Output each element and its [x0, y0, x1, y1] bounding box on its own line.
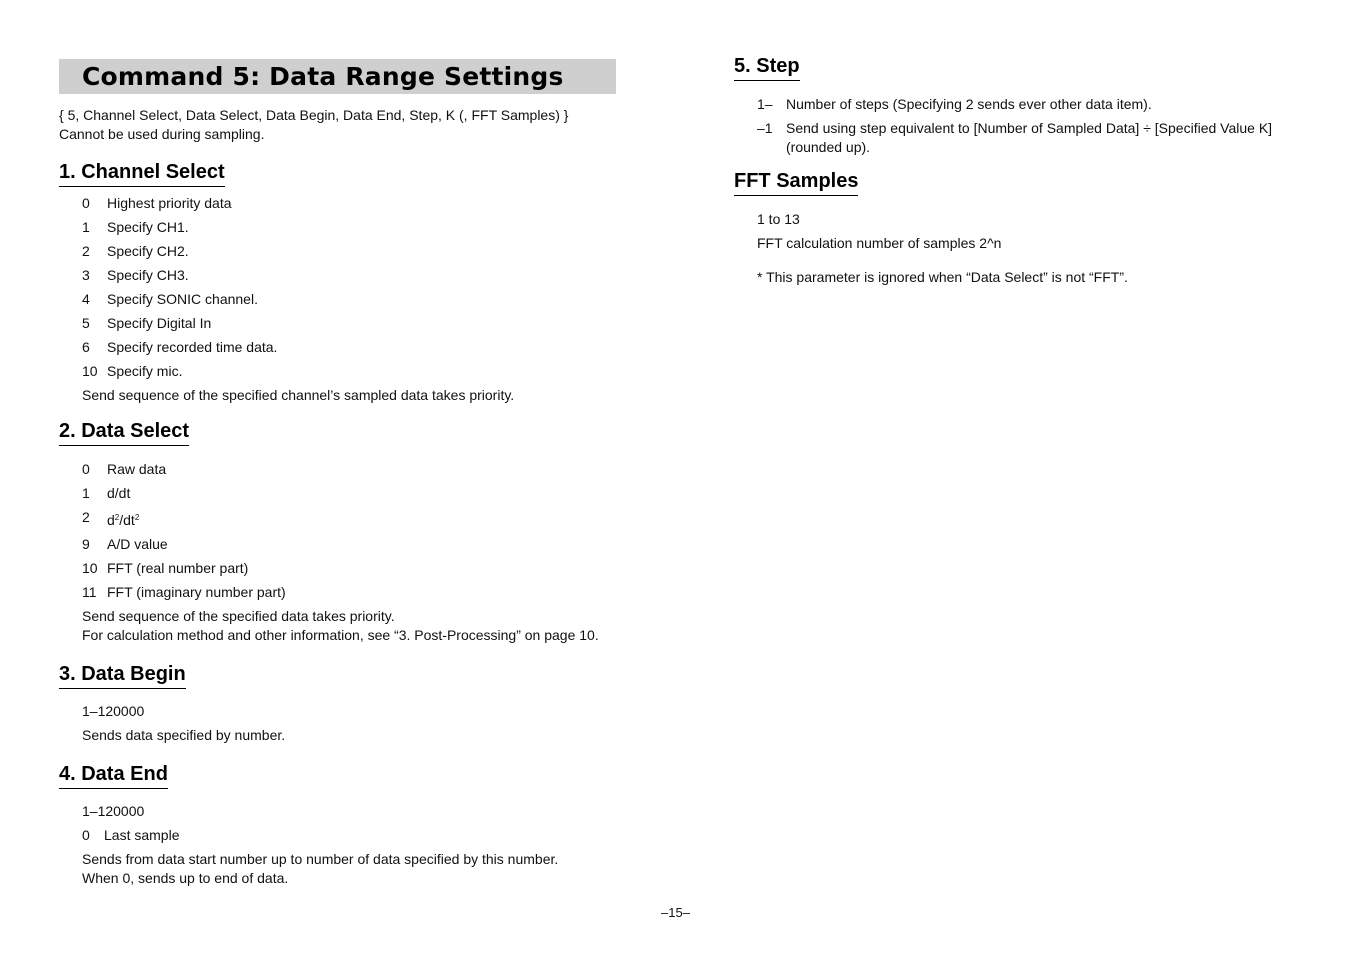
- section-heading: FFT Samples: [734, 169, 858, 196]
- list-item: [82, 242, 629, 261]
- command-syntax: { 5, Channel Select, Data Select, Data Begin, Data End, Step, K (, FFT Samples) }: [59, 107, 569, 123]
- list-item: [82, 826, 629, 845]
- list-item: [82, 290, 629, 309]
- list-item: [757, 95, 1314, 114]
- data-end-body: [82, 802, 629, 888]
- item-text: FFT (imaginary number part): [107, 584, 286, 600]
- list-item: [82, 583, 629, 602]
- item-number: 0: [82, 827, 90, 843]
- value-range: 1 to 13: [757, 211, 800, 227]
- section-data-end: [59, 762, 629, 888]
- list-item: [82, 218, 629, 237]
- section-heading: 2. Data Select: [59, 419, 189, 446]
- section-fft-samples: [734, 169, 1314, 287]
- value-range: 1–120000: [82, 703, 145, 719]
- item-text: Highest priority data: [107, 195, 232, 211]
- usage-restriction: Cannot be used during sampling.: [59, 126, 265, 142]
- section-step: [734, 54, 1314, 157]
- step-list: [757, 95, 1314, 157]
- item-text: [107, 508, 629, 530]
- item-number: 3: [82, 267, 90, 283]
- list-item: [82, 266, 629, 285]
- item-text-mid: /dt: [119, 512, 135, 528]
- page-number: –15–: [661, 905, 690, 920]
- list-item: [82, 338, 629, 357]
- item-text: Specify CH1.: [107, 219, 189, 235]
- item-number: 5: [82, 315, 90, 331]
- section-note: * This parameter is ignored when “Data Select” is not “FFT”.: [757, 269, 1128, 285]
- page-title: Command 5: Data Range Settings: [82, 62, 564, 91]
- fft-samples-body: [757, 210, 1314, 287]
- list-item: [82, 362, 629, 381]
- section-description: FFT calculation number of samples 2^n: [757, 235, 1002, 251]
- item-text: Specify CH2.: [107, 243, 189, 259]
- list-item: [757, 119, 1314, 157]
- item-number: 9: [82, 536, 90, 552]
- item-text: A/D value: [107, 536, 168, 552]
- item-number: 2: [82, 509, 90, 525]
- section-heading: 3. Data Begin: [59, 662, 186, 689]
- item-text: Specify mic.: [107, 363, 183, 379]
- list-item: [82, 314, 629, 333]
- item-number: 10: [82, 363, 98, 379]
- item-text-base: d: [107, 512, 115, 528]
- section-channel-select: [59, 160, 629, 405]
- title-bar: [59, 59, 616, 94]
- item-text: Raw data: [107, 461, 167, 477]
- section-heading: 5. Step: [734, 54, 800, 81]
- item-number: 10: [82, 560, 98, 576]
- item-text: d/dt: [107, 485, 131, 501]
- list-item: [82, 484, 629, 503]
- item-number: 1–: [757, 96, 773, 112]
- section-note: Send sequence of the specified channel’s sampled data takes priority.: [82, 387, 515, 403]
- item-text: Specify SONIC channel.: [107, 291, 258, 307]
- item-number: 2: [82, 243, 90, 259]
- item-text: Specify CH3.: [107, 267, 189, 283]
- item-number: 1: [82, 485, 90, 501]
- section-heading: 1. Channel Select: [59, 160, 225, 187]
- left-column: [59, 59, 629, 888]
- section-data-select: [59, 419, 629, 645]
- item-text: Send using step equivalent to [Number of Sampled Data] ÷ [Specified Value K] (rounded up).: [786, 120, 1273, 155]
- right-column: [734, 54, 1314, 287]
- item-text: Specify recorded time data.: [107, 339, 278, 355]
- item-number: 11: [82, 584, 97, 600]
- item-number: 0: [82, 195, 90, 211]
- section-data-begin: [59, 662, 629, 745]
- superscript: 2: [134, 513, 140, 522]
- list-item: [82, 559, 629, 578]
- item-number: 6: [82, 339, 90, 355]
- list-item: [82, 535, 629, 554]
- value-range: 1–120000: [82, 803, 145, 819]
- section-note: For calculation method and other information, see “3. Post-Processing” on page 10.: [82, 627, 599, 643]
- item-number: 0: [82, 461, 90, 477]
- list-item: [82, 194, 629, 213]
- item-number: 4: [82, 291, 90, 307]
- data-begin-body: [82, 702, 629, 745]
- channel-list: [82, 194, 629, 405]
- section-note: Sends data specified by number.: [82, 727, 286, 743]
- item-number: –1: [757, 120, 773, 136]
- superscript: 2: [114, 513, 120, 522]
- item-text: Specify Digital In: [107, 315, 212, 331]
- section-note: When 0, sends up to end of data.: [82, 870, 289, 886]
- data-select-list: [82, 460, 629, 645]
- item-text: Last sample: [104, 827, 180, 843]
- section-note: Send sequence of the specified data takes priority.: [82, 608, 395, 624]
- section-heading: 4. Data End: [59, 762, 168, 789]
- item-number: 1: [82, 219, 90, 235]
- list-item: [82, 460, 629, 479]
- item-text: Number of steps (Specifying 2 sends ever other data item).: [786, 96, 1152, 112]
- intro: [59, 106, 629, 144]
- list-item: [82, 508, 629, 530]
- item-text: FFT (real number part): [107, 560, 249, 576]
- section-note: Sends from data start number up to number of data specified by this number.: [82, 851, 559, 867]
